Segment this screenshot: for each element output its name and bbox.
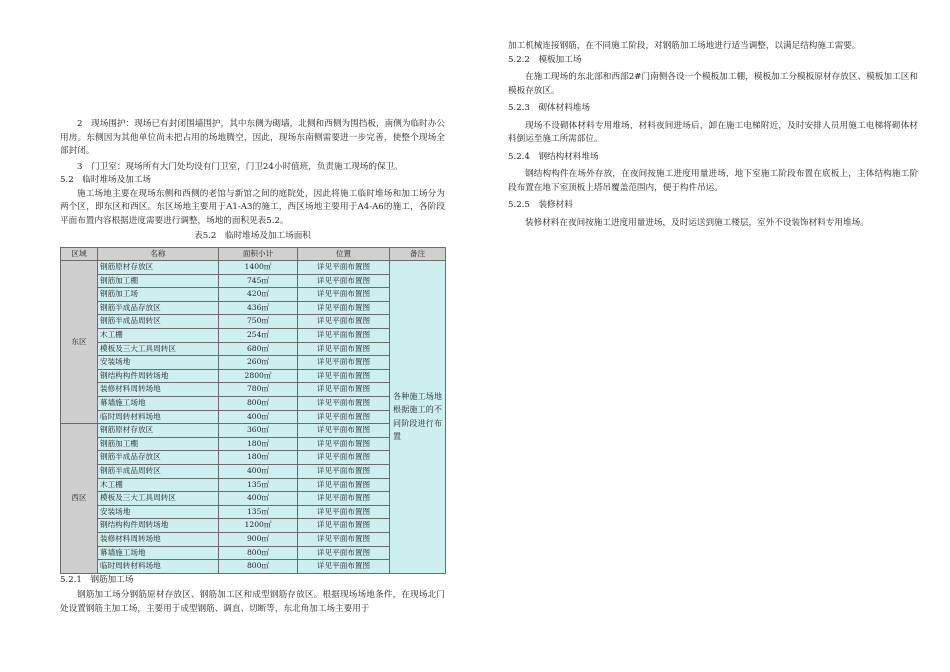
cell-position: 详见平面布置图 [298, 451, 390, 465]
paragraph-masonry: 现场不设砌体材料专用堆场，材料夜间进场后，卸在施工电梯附近，及时安排人员用施工电梯将砌体材料倒运至施工所需部位。 [508, 120, 918, 144]
cell-area: 800㎡ [219, 560, 298, 574]
table-row [61, 261, 446, 275]
cell-area: 400㎡ [219, 410, 298, 424]
cell-area: 900㎡ [219, 532, 298, 546]
cell-area: 420㎡ [219, 288, 298, 302]
table-row [61, 410, 446, 424]
cell-position: 详见平面布置图 [298, 288, 390, 302]
cell-area: 360㎡ [219, 424, 298, 438]
cell-area: 1200㎡ [219, 519, 298, 533]
table-row [61, 329, 446, 343]
cell-position: 详见平面布置图 [298, 437, 390, 451]
cell-name: 钢筋加工场 [98, 288, 219, 302]
table-row [61, 342, 446, 356]
cell-position: 详见平面布置图 [298, 465, 390, 479]
cell-position: 详见平面布置图 [298, 410, 390, 424]
table-row [61, 274, 446, 288]
cell-position: 详见平面布置图 [298, 342, 390, 356]
cell-name: 钢筋原材存放区 [98, 424, 219, 438]
cell-position: 详见平面布置图 [298, 546, 390, 560]
cell-name: 钢筋半成品存放区 [98, 301, 219, 315]
cell-position: 详见平面布置图 [298, 492, 390, 506]
cell-name: 幕墙施工场地 [98, 546, 219, 560]
header-area: 面积小计 [219, 247, 298, 261]
section-heading-5-2-3: 5.2.3 砌体材料堆场 [508, 103, 591, 113]
cell-position: 详见平面布置图 [298, 532, 390, 546]
paragraph-rebar-continued: 加工机械连接钢筋，在不同施工阶段，对钢筋加工场地进行适当调整，以满足结构施工需要。 [508, 41, 861, 51]
cell-area: 780㎡ [219, 383, 298, 397]
cell-area: 745㎡ [219, 274, 298, 288]
paragraph-guard-room: 3 门卫室：现场所有大门处均设有门卫室，门卫24小时值班，负责施工现场的保卫。 [77, 161, 403, 172]
cell-position: 详见平面布置图 [298, 383, 390, 397]
left-column [60, 118, 445, 616]
cell-area: 260㎡ [219, 356, 298, 370]
paragraph-formwork: 在施工现场的东北部和西部2#门南侧各设一个模板加工棚，模板加工分模板原材存放区、模板加工区和模板存放区。 [508, 72, 918, 96]
table-caption: 表5.2 临时堆场及加工场面积 [194, 231, 311, 241]
cell-position: 详见平面布置图 [298, 560, 390, 574]
header-name: 名称 [98, 247, 219, 261]
section-heading-5-2: 5.2 临时堆场及加工场 [60, 175, 152, 185]
cell-name: 装修材料周转场地 [98, 532, 219, 546]
cell-area: 135㎡ [219, 478, 298, 492]
table-row [61, 451, 446, 465]
paragraph-decoration: 装修材料在夜间按施工进度用量进场，及时运送到施工楼层，室外不设装饰材料专用堆场。 [525, 217, 869, 228]
table-row [61, 492, 446, 506]
cell-position: 详见平面布置图 [298, 329, 390, 343]
cell-name: 模板及三大工具周转区 [98, 492, 219, 506]
cell-area: 400㎡ [219, 465, 298, 479]
table-row [61, 288, 446, 302]
table-row [61, 532, 446, 546]
zone-cell-west: 西区 [61, 424, 98, 574]
cell-position: 详见平面布置图 [298, 519, 390, 533]
cell-area: 254㎡ [219, 329, 298, 343]
cell-name: 钢筋半成品周转区 [98, 315, 219, 329]
cell-position: 详见平面布置图 [298, 356, 390, 370]
cell-name: 木工棚 [98, 329, 219, 343]
header-position: 位置 [298, 247, 390, 261]
table-row [61, 546, 446, 560]
cell-position: 详见平面布置图 [298, 369, 390, 383]
cell-name: 安装场地 [98, 356, 219, 370]
cell-name: 钢筋半成品存放区 [98, 451, 219, 465]
section-heading-5-2-1: 5.2.1 钢筋加工场 [60, 574, 134, 585]
table-row [61, 437, 446, 451]
table-row [61, 560, 446, 574]
table-row [61, 397, 446, 411]
cell-name: 钢筋半成品周转区 [98, 465, 219, 479]
cell-position: 详见平面布置图 [298, 301, 390, 315]
cell-area: 1400㎡ [219, 261, 298, 275]
header-zone: 区域 [61, 247, 98, 261]
cell-name: 木工棚 [98, 478, 219, 492]
cell-position: 详见平面布置图 [298, 315, 390, 329]
cell-area: 436㎡ [219, 301, 298, 315]
cell-name: 幕墙施工场地 [98, 397, 219, 411]
cell-position: 详见平面布置图 [298, 424, 390, 438]
cell-name: 钢筋加工棚 [98, 437, 219, 451]
zone-cell-east: 东区 [61, 261, 98, 424]
table-row [61, 465, 446, 479]
site-area-table [60, 247, 446, 574]
cell-name: 临时周转材料场地 [98, 410, 219, 424]
section-heading-5-2-2: 5.2.2 模板加工场 [508, 54, 582, 65]
cell-area: 800㎡ [219, 397, 298, 411]
cell-area: 135㎡ [219, 505, 298, 519]
table-row [61, 505, 446, 519]
paragraph-rebar-yard: 钢筋加工场分钢筋原材存放区、钢筋加工区和成型钢筋存放区。根据现场场地条件，在现场北门处设置钢筋主加工场，主要用于成型钢筋、调直、切断等，东北角加工场主要用于 [60, 590, 445, 614]
cell-position: 详见平面布置图 [298, 274, 390, 288]
table-row [61, 383, 446, 397]
cell-position: 详见平面布置图 [298, 397, 390, 411]
cell-name: 安装场地 [98, 505, 219, 519]
cell-area: 180㎡ [219, 451, 298, 465]
table-row [61, 519, 446, 533]
cell-area: 180㎡ [219, 437, 298, 451]
table-row [61, 369, 446, 383]
cell-name: 钢筋加工棚 [98, 274, 219, 288]
cell-position: 详见平面布置图 [298, 261, 390, 275]
table-row [61, 478, 446, 492]
table-row [61, 356, 446, 370]
table-row [61, 301, 446, 315]
cell-area: 2800㎡ [219, 369, 298, 383]
table-row [61, 315, 446, 329]
remark-cell: 各种施工场地根据施工的不同阶段进行布置 [390, 261, 446, 574]
paragraph-site-fence: 2 现场围护：现场已有封闭围墙围护，其中东侧为砌墙，北侧和西侧为围挡板，南侧为临时办公用房。东侧因为其他单位尚未把占用的场地腾空，因此，现场东南侧需要进一步完善，使整个现场全部封闭。 [60, 119, 445, 156]
cell-area: 750㎡ [219, 315, 298, 329]
table-header-row [61, 247, 446, 261]
right-column [508, 40, 918, 230]
cell-area: 680㎡ [219, 342, 298, 356]
cell-name: 装修材料周转场地 [98, 383, 219, 397]
cell-name: 模板及三大工具周转区 [98, 342, 219, 356]
paragraph-site-intro: 施工场地主要在现场东侧和西侧的老馆与新馆之间的庭院处，因此将施工临时堆场和加工场分为两个区，即东区和西区。东区场地主要用于A1-A3的施工，西区场地主要用于A4-A6的施工，各阶段平面布置内容根据进度需要进行调整，场地的面积见表5.2。 [60, 188, 445, 226]
header-remark: 备注 [390, 247, 446, 261]
cell-name: 钢结构构件周转场地 [98, 519, 219, 533]
cell-name: 钢结构构件周转场地 [98, 369, 219, 383]
cell-position: 详见平面布置图 [298, 505, 390, 519]
cell-area: 400㎡ [219, 492, 298, 506]
cell-area: 800㎡ [219, 546, 298, 560]
cell-name: 钢筋原材存放区 [98, 261, 219, 275]
cell-position: 详见平面布置图 [298, 478, 390, 492]
cell-name: 临时周转材料场地 [98, 560, 219, 574]
section-heading-5-2-4: 5.2.4 钢结构材料堆场 [508, 151, 599, 162]
paragraph-steel-structure: 钢结构构件在场外存放，在夜间按施工进度用量进场，地下室施工阶段布置在底板上，主体结构施工阶段布置在地下室顶板上塔吊覆盖范围内，便于构件吊运。 [508, 169, 918, 193]
table-row [61, 424, 446, 438]
section-heading-5-2-5: 5.2.5 装修材料 [508, 200, 573, 210]
